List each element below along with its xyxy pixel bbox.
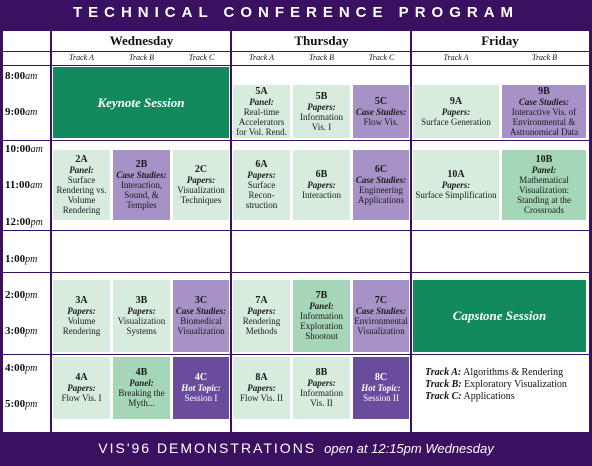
day-divider bbox=[230, 31, 232, 432]
session-3a: 3A Papers: Volume Rendering bbox=[53, 280, 110, 352]
track-header: Track C bbox=[368, 53, 395, 62]
session-5b: 5B Papers: Information Vis. I bbox=[293, 85, 350, 138]
session-9a: 9A Papers: Surface Generation bbox=[413, 85, 499, 138]
time-label: 11:00am bbox=[5, 179, 43, 191]
time-divider bbox=[3, 354, 589, 355]
track-header: Track B bbox=[308, 53, 335, 62]
session-4a: 4A Papers: Flow Vis. I bbox=[53, 357, 110, 419]
capstone-session: Capstone Session bbox=[413, 280, 586, 352]
session-2b: 2B Case Studies: Interaction, Sound, & Temples bbox=[113, 150, 170, 220]
legend-item: Track A: Algorithms & Rendering bbox=[425, 367, 564, 378]
session-9b: 9B Case Studies: Interactive Vis. of Environmental & Astronomical Data bbox=[502, 85, 586, 138]
session-8b: 8B Papers: Information Vis. II bbox=[293, 357, 350, 419]
session-7c: 7C Case Studies: Environmental Visualization bbox=[353, 280, 409, 352]
track-header: Track A bbox=[69, 53, 94, 62]
legend-item: Track C: Applications bbox=[425, 391, 515, 402]
legend-item: Track B: Exploratory Visualization bbox=[425, 379, 567, 390]
header-divider bbox=[3, 51, 589, 52]
day-wednesday: Wednesday bbox=[109, 33, 174, 48]
session-10a: 10A Papers: Surface Simplification bbox=[413, 150, 499, 220]
track-header: Track A bbox=[443, 53, 469, 62]
session-10b: 10B Panel: Mathematical Visualization: Standing at the Crossroads bbox=[502, 150, 586, 220]
session-8a: 8A Papers: Flow Vis. II bbox=[233, 357, 290, 419]
session-6c: 6C Case Studies: Engineering Applications bbox=[353, 150, 409, 220]
session-5c: 5C Case Studies: Flow Vis. bbox=[353, 85, 409, 138]
time-divider bbox=[3, 272, 589, 273]
session-4b: 4B Panel: Breaking the Myth... bbox=[113, 357, 170, 419]
track-header: Track B bbox=[531, 53, 558, 62]
page-title: TECHNICAL CONFERENCE PROGRAM bbox=[72, 4, 520, 21]
time-label: 4:00pm bbox=[5, 362, 38, 374]
time-label: 2:00pm bbox=[5, 289, 38, 301]
day-thursday: Thursday bbox=[294, 33, 349, 48]
session-4c: 4C Hot Topic: Session I bbox=[173, 357, 229, 419]
time-divider bbox=[3, 230, 589, 231]
header-divider bbox=[3, 65, 589, 66]
session-7a: 7A Papers: Rendering Methods bbox=[233, 280, 290, 352]
footer-banner bbox=[0, 440, 592, 456]
session-8c: 8C Hot Topic: Session II bbox=[353, 357, 409, 419]
day-divider bbox=[410, 31, 412, 432]
time-label: 12:00pm bbox=[5, 216, 43, 228]
track-legend bbox=[425, 367, 567, 403]
session-3b: 3B Papers: Visualization Systems bbox=[113, 280, 170, 352]
session-2c: 2C Papers: Visualization Techniques bbox=[173, 150, 229, 220]
session-5a: 5A Panel: Real-time Accelerators for Vol. Rend. bbox=[233, 85, 290, 138]
footer-sub: open at 12:15pm Wednesday bbox=[324, 441, 494, 456]
session-6b: 6B Papers: Interaction bbox=[293, 150, 350, 220]
track-header: Track C bbox=[188, 53, 215, 62]
time-label: 8:00am bbox=[5, 70, 38, 82]
day-friday: Friday bbox=[481, 33, 519, 48]
track-header: Track B bbox=[128, 53, 155, 62]
session-2a: 2A Panel: Surface Rendering vs. Volume Rendering bbox=[53, 150, 110, 220]
keynote-session: Keynote Session bbox=[53, 67, 229, 138]
footer-main: VIS'96 DEMONSTRATIONS bbox=[98, 440, 317, 456]
time-label: 5:00pm bbox=[5, 398, 38, 410]
session-7b: 7B Panel: Information Exploration Shootout bbox=[293, 280, 350, 352]
time-divider bbox=[3, 140, 589, 141]
session-3c: 3C Case Studies: Biomedical Visualization bbox=[173, 280, 229, 352]
time-label: 1:00pm bbox=[5, 253, 38, 265]
time-label: 10:00am bbox=[5, 143, 43, 155]
time-label: 3:00pm bbox=[5, 325, 38, 337]
track-header: Track A bbox=[249, 53, 274, 62]
time-label: 9:00am bbox=[5, 106, 38, 118]
session-6a: 6A Papers: Surface Recon-struction bbox=[233, 150, 290, 220]
